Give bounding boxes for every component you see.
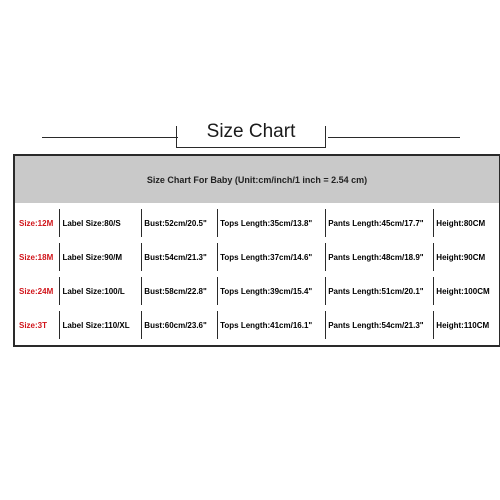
size-cell: Size:3T (19, 320, 48, 330)
spacer-row (15, 339, 499, 345)
height-cell: Height:80CM (433, 209, 499, 237)
size-cell: Size:18M (19, 252, 54, 262)
bust-cell: Bust:54cm/21.3" (141, 243, 217, 271)
caption-cell (15, 156, 499, 203)
pants-length-cell: Pants Length:51cm/20.1" (325, 277, 433, 305)
height-cell: Height:90CM (433, 243, 499, 271)
title-frame (176, 121, 326, 148)
tops-length-cell: Tops Length:35cm/13.8" (217, 209, 325, 237)
height-cell: Height:110CM (433, 311, 499, 339)
table-row (15, 209, 499, 237)
height-cell: Height:100CM (433, 277, 499, 305)
caption-row (15, 156, 499, 203)
tops-length-cell: Tops Length:37cm/14.6" (217, 243, 325, 271)
size-cell: Size:12M (19, 218, 54, 228)
bust-cell: Bust:58cm/22.8" (141, 277, 217, 305)
table-row (15, 277, 499, 305)
size-cell: Size:24M (19, 286, 54, 296)
header-right-rule (328, 137, 460, 138)
label-size-cell: Label Size:100/L (59, 277, 141, 305)
pants-length-cell: Pants Length:48cm/18.9" (325, 243, 433, 271)
tops-length-cell: Tops Length:41cm/16.1" (217, 311, 325, 339)
tops-length-cell: Tops Length:39cm/15.4" (217, 277, 325, 305)
pants-length-cell: Pants Length:45cm/17.7" (325, 209, 433, 237)
label-size-cell: Label Size:80/S (59, 209, 141, 237)
header-left-rule (42, 137, 178, 138)
table-row (15, 311, 499, 339)
table-row (15, 243, 499, 271)
bust-cell: Bust:52cm/20.5" (141, 209, 217, 237)
label-size-cell: Label Size:110/XL (59, 311, 141, 339)
table-caption: Size Chart For Baby (Unit:cm/inch/1 inch = 2.54 cm) (146, 175, 368, 185)
size-chart-table (13, 154, 500, 347)
size-chart-header (0, 121, 500, 150)
pants-length-cell: Pants Length:54cm/21.3" (325, 311, 433, 339)
label-size-cell: Label Size:90/M (59, 243, 141, 271)
page-title: Size Chart (201, 120, 302, 144)
bust-cell: Bust:60cm/23.6" (141, 311, 217, 339)
